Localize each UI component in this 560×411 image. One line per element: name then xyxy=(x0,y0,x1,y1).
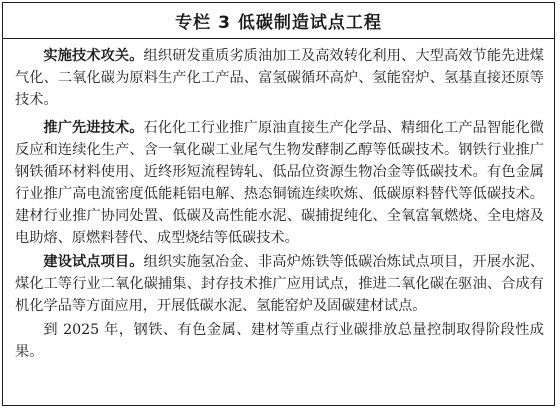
paragraph-text: 组织研发重质劣质油加工及高效转化利用、大型高效节能先进煤气化、二氧化碳为原料生产化工产品、富氢碳循环高炉、氢能窑炉、氢基直接还原等技术。 xyxy=(15,48,544,108)
paragraph-closing: 到 2025 年，钢铁、有色金属、建材等重点行业碳排放总量控制取得阶段性成果。 xyxy=(15,322,544,360)
paragraph-tech-research xyxy=(15,45,544,111)
paragraph-lead: 实施技术攻关。 xyxy=(43,48,144,64)
column-content xyxy=(3,39,554,363)
column-title: 专栏 3 低碳制造试点工程 xyxy=(3,3,554,39)
paragraph-text: 组织实施氢冶金、非高炉炼铁等低碳冶炼试点项目，开展水泥、煤化工等行业二氧化碳捕集、封存技术推广应用试点，推进二氧化碳在驱油、合成有机化学品等方面应用，开展低碳水泥、氢能窑炉及固碳建材试点。 xyxy=(15,254,544,314)
paragraph-tech-promotion xyxy=(15,117,544,249)
paragraph-pilot-projects xyxy=(15,251,544,317)
paragraph-lead: 建设试点项目。 xyxy=(43,254,144,270)
paragraph-lead: 推广先进技术。 xyxy=(43,120,144,136)
column-box xyxy=(2,2,555,406)
paragraph-text: 石化化工行业推广原油直接生产化学品、精细化工产品智能化微反应和连续化生产、含一氧化碳工业尾气生物发酵制乙醇等低碳技术。钢铁行业推广钢铁循环材料使用、近终形短流程铸轧、低品位资源生物冶金等低碳技术。有色金属行业推广高电流密度低能耗铝电解、热态铜锍连续吹炼、低碳原料替代等低碳技术。建材行业推广协同处置、低碳及高性能水泥、碳捕捉纯化、全氧富氧燃烧、全电熔及电助熔、原燃料替代、成型烧结等低碳技术。 xyxy=(15,120,544,246)
